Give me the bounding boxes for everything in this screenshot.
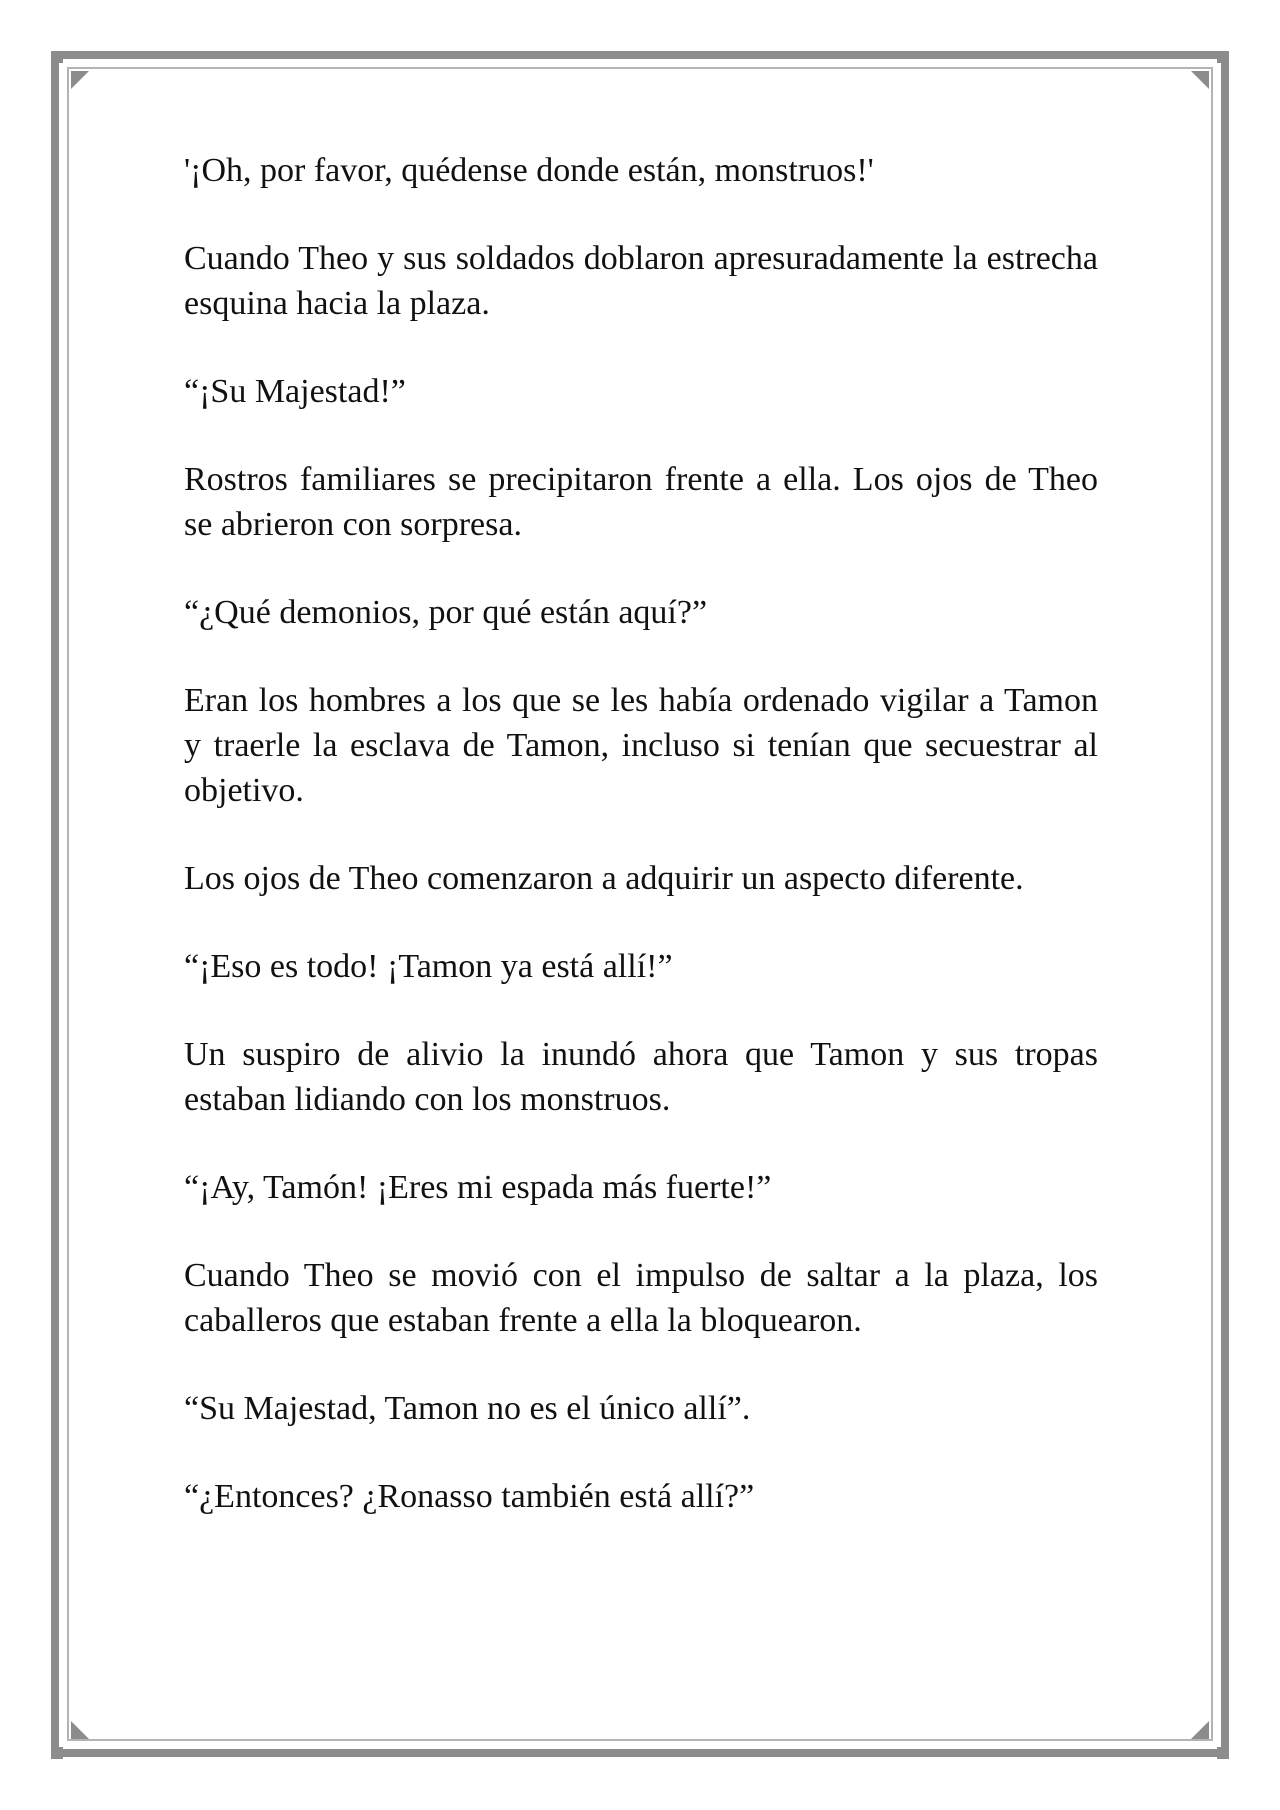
paragraph: '¡Oh, por favor, quédense donde están, monstruos!': [184, 152, 874, 189]
paragraph: Cuando Theo se movió con el impulso de saltar a la plaza, los caballeros que estaban frente a ella la bloquearon.: [184, 1257, 1098, 1339]
corner-ornament-top-right: [1217, 51, 1229, 63]
paragraph: Cuando Theo y sus soldados doblaron apresuradamente la estrecha esquina hacia la plaza.: [184, 240, 1098, 322]
paragraph: “¿Entonces? ¿Ronasso también está allí?”: [184, 1478, 755, 1515]
corner-ornament-bottom-right: [1217, 1747, 1229, 1759]
paragraph: Rostros familiares se precipitaron frente a ella. Los ojos de Theo se abrieron con sorpresa.: [184, 461, 1098, 543]
page-text: [184, 148, 1098, 1562]
paragraph: “¡Ay, Tamón! ¡Eres mi espada más fuerte!”: [184, 1169, 772, 1206]
paragraph: Eran los hombres a los que se les había ordenado vigilar a Tamon y traerle la esclava de Tamon, incluso si tenían que secuestrar al objetivo.: [184, 682, 1098, 809]
corner-ornament-bottom-left: [51, 1747, 63, 1759]
paragraph: Un suspiro de alivio la inundó ahora que Tamon y sus tropas estaban lidiando con los monstruos.: [184, 1036, 1098, 1118]
corner-triangle-bottom-right: [1191, 1721, 1209, 1739]
paragraph: Los ojos de Theo comenzaron a adquirir un aspecto diferente.: [184, 860, 1024, 897]
paragraph: “¿Qué demonios, por qué están aquí?”: [184, 594, 708, 631]
corner-triangle-top-right: [1191, 71, 1209, 89]
paragraph: “¡Su Majestad!”: [184, 373, 406, 410]
corner-triangle-top-left: [71, 71, 89, 89]
paragraph: “¡Eso es todo! ¡Tamon ya está allí!”: [184, 948, 673, 985]
paragraph: “Su Majestad, Tamon no es el único allí”.: [184, 1390, 751, 1427]
corner-ornament-top-left: [51, 51, 63, 63]
corner-triangle-bottom-left: [71, 1721, 89, 1739]
